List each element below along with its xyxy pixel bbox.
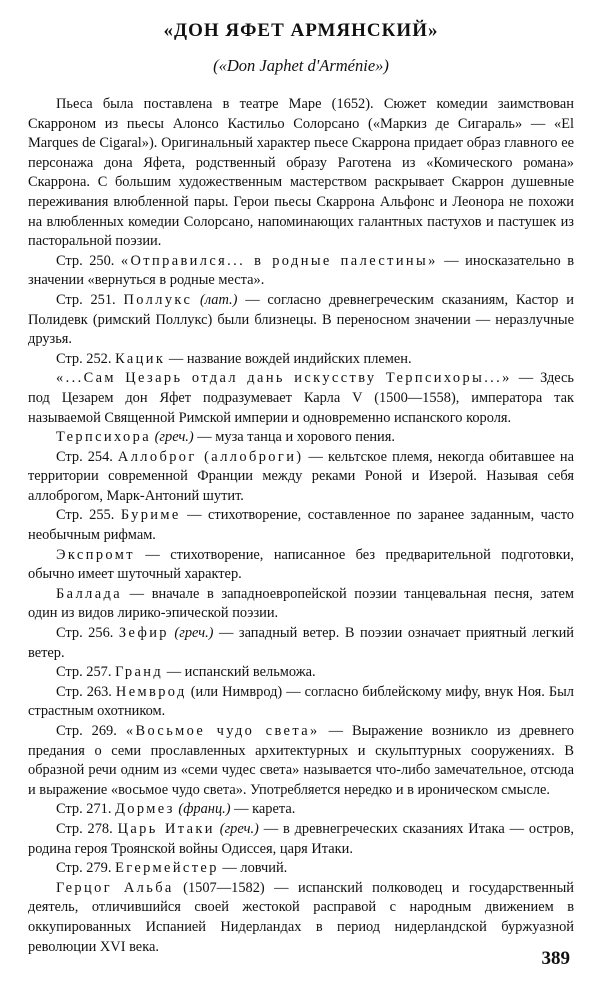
entry-page-ref: Стр. 263. [56,683,112,700]
entry-page-ref: Стр. 256. [56,625,114,642]
glossary-entry [28,252,574,291]
body-text [28,95,574,957]
entry-term: «Отправился... в родные палестины» [120,252,438,269]
entry-term: «...Сам Цезарь отдал дань искусству Терпсихоры...» [56,370,512,387]
glossary-entry [28,859,574,879]
glossary-entry [28,350,574,370]
entry-page-ref: Стр. 251. [56,291,116,308]
entry-definition: — в древнегреческих сказаниях Итака — остров, родина героя Троянской войны Одиссея, царя Итаки. [28,820,575,857]
page-number: 389 [541,948,570,969]
glossary-entry [28,663,574,683]
entry-definition: — Выражение возникло из древнего предания о семи прославленных архитектурных и скульптурных сооружениях. В образной речи одним из «семи чудес света» называется что-либо замечательное, отсюда и выражение «восьмое чудо света». Употребляется нередко и в ироническом смысле. [28,723,574,798]
glossary-entry [28,820,574,859]
glossary-entry [28,448,574,507]
entry-term: Гранд [115,664,164,681]
glossary-entry [28,291,574,350]
entry-page-ref: Стр. 279. [56,860,112,877]
entry-page-ref: Стр. 252. [56,350,112,367]
entry-language-tag: (греч.) [214,820,259,837]
entry-language-tag: (франц.) [174,801,231,818]
glossary-entry [28,546,574,585]
page-title: «ДОН ЯФЕТ АРМЯНСКИЙ» [163,20,439,41]
entry-definition: — западный ветер. В поэзии означает приятный легкий ветер. [28,625,575,661]
intro-paragraph: Пьеса была поставлена в театре Маре (1652). Сюжет комедии заимствован Скарроном из пьесы Алонсо Кастильо Солорсано («Маркиз де Сигараль» — «El Marques de Cigaral»). Оригинальный характер пьесе Скаррона придает образ главного ее персонажа дона Яфета, родственный образу Раготена из «Комического романа» Скаррона. С большим художественным мастерством раскрывает Скаррон душевные переживания влюбленной пары. Герои пьесы Скаррона Альфонс и Леонора не похожи на влюбленных комедии Солорсано, напоминающих галантных пастухов и пастушек из пасторальной поэзии. [28,96,574,250]
entry-term: Экспромт [56,546,135,563]
entry-definition: — стихотворение, написанное без предварительной подготовки, обычно имеет шуточный характер. [28,546,574,583]
entry-page-ref: Стр. 250. [56,252,115,269]
glossary-entry [28,506,574,545]
entry-definition: — согласно древнегреческим сказаниям, Кастор и Полидевк (римский Поллукс) были близнецы. В переносном значении — неразлучные друзья. [28,291,575,348]
entry-page-ref: Стр. 254. [56,448,113,465]
glossary-entry [28,624,574,663]
entry-page-ref: Стр. 271. [56,801,112,818]
glossary-entry [28,722,574,800]
entry-definition: — стихотворение, составленное по заранее заданным, часто необычным рифмам. [28,507,574,544]
entry-page-ref: Стр. 257. [56,664,112,681]
entry-language-tag: (греч.) [151,429,194,446]
entry-language-tag: (лат.) [192,291,238,308]
glossary-entry [28,879,574,957]
entry-language-tag: (греч.) [168,625,214,642]
entry-definition: — вначале в западноевропейской поэзии танцевальная песня, затем один из видов лирико-эпической поэзии. [28,585,574,622]
entry-definition: — муза танца и хорового пения. [193,429,395,446]
glossary-entry [28,585,574,624]
entry-term: Буриме [120,507,181,524]
entry-definition: — Здесь под Цезарем дон Яфет подразумевает Карла V (1500—1558), императора так называемой Священной Римской империи и одновременно испанского короля. [28,370,574,426]
entry-definition: — название вождей индийских племен. [165,350,412,367]
entry-term: Поллукс [123,291,193,308]
glossary-entry [28,428,574,448]
entries-list [28,252,574,957]
entry-definition: — испанский вельможа. [163,664,316,681]
glossary-entry [28,800,574,820]
entry-page-ref: Стр. 269. [56,723,117,739]
entry-term: Кацик [115,350,166,367]
entry-term: Терпсихора [56,429,152,446]
entry-page-ref: Стр. 255. [56,507,115,524]
page-subtitle: («Don Japhet d'Arménie») [213,56,389,75]
entry-definition: — ловчий. [218,860,288,877]
entry-definition: — иносказательно в значении «вернуться в родные места». [28,252,574,289]
glossary-entry [28,683,574,722]
entry-term: «Восьмое чудо света» [125,723,320,739]
glossary-entry [28,369,574,428]
entry-term: Аллоброг (аллоброги) [117,448,304,465]
entry-term: Баллада [56,585,123,602]
entry-definition: (1507—1582) — испанский полководец и государственный деятель, отличившийся своей жестокой расправой с народным движением в оккупированных Испанией Нидерландах в период нидерландской буржуазной революции XVI века. [28,879,575,955]
entry-page-ref: Стр. 278. [56,820,113,837]
entry-definition: — кельтское племя, некогда обитавшее на территории современной Франции между реками Роной и Изерой. Называя себя аллоброгом, Марк-Антоний шутит. [28,448,574,504]
entry-term: Немврод [115,683,187,700]
entry-definition: — карета. [230,801,296,818]
entry-term: Егермейстер [115,860,219,877]
entry-term: Царь Итаки [117,820,215,837]
entry-term: Зефир [118,625,169,642]
entry-term: Дормез [115,801,175,818]
entry-term: Герцог Альба [56,879,174,896]
entry-definition: (или Нимврод) — согласно библейскому мифу, внук Ноя. Был страстным охотником. [28,683,574,720]
